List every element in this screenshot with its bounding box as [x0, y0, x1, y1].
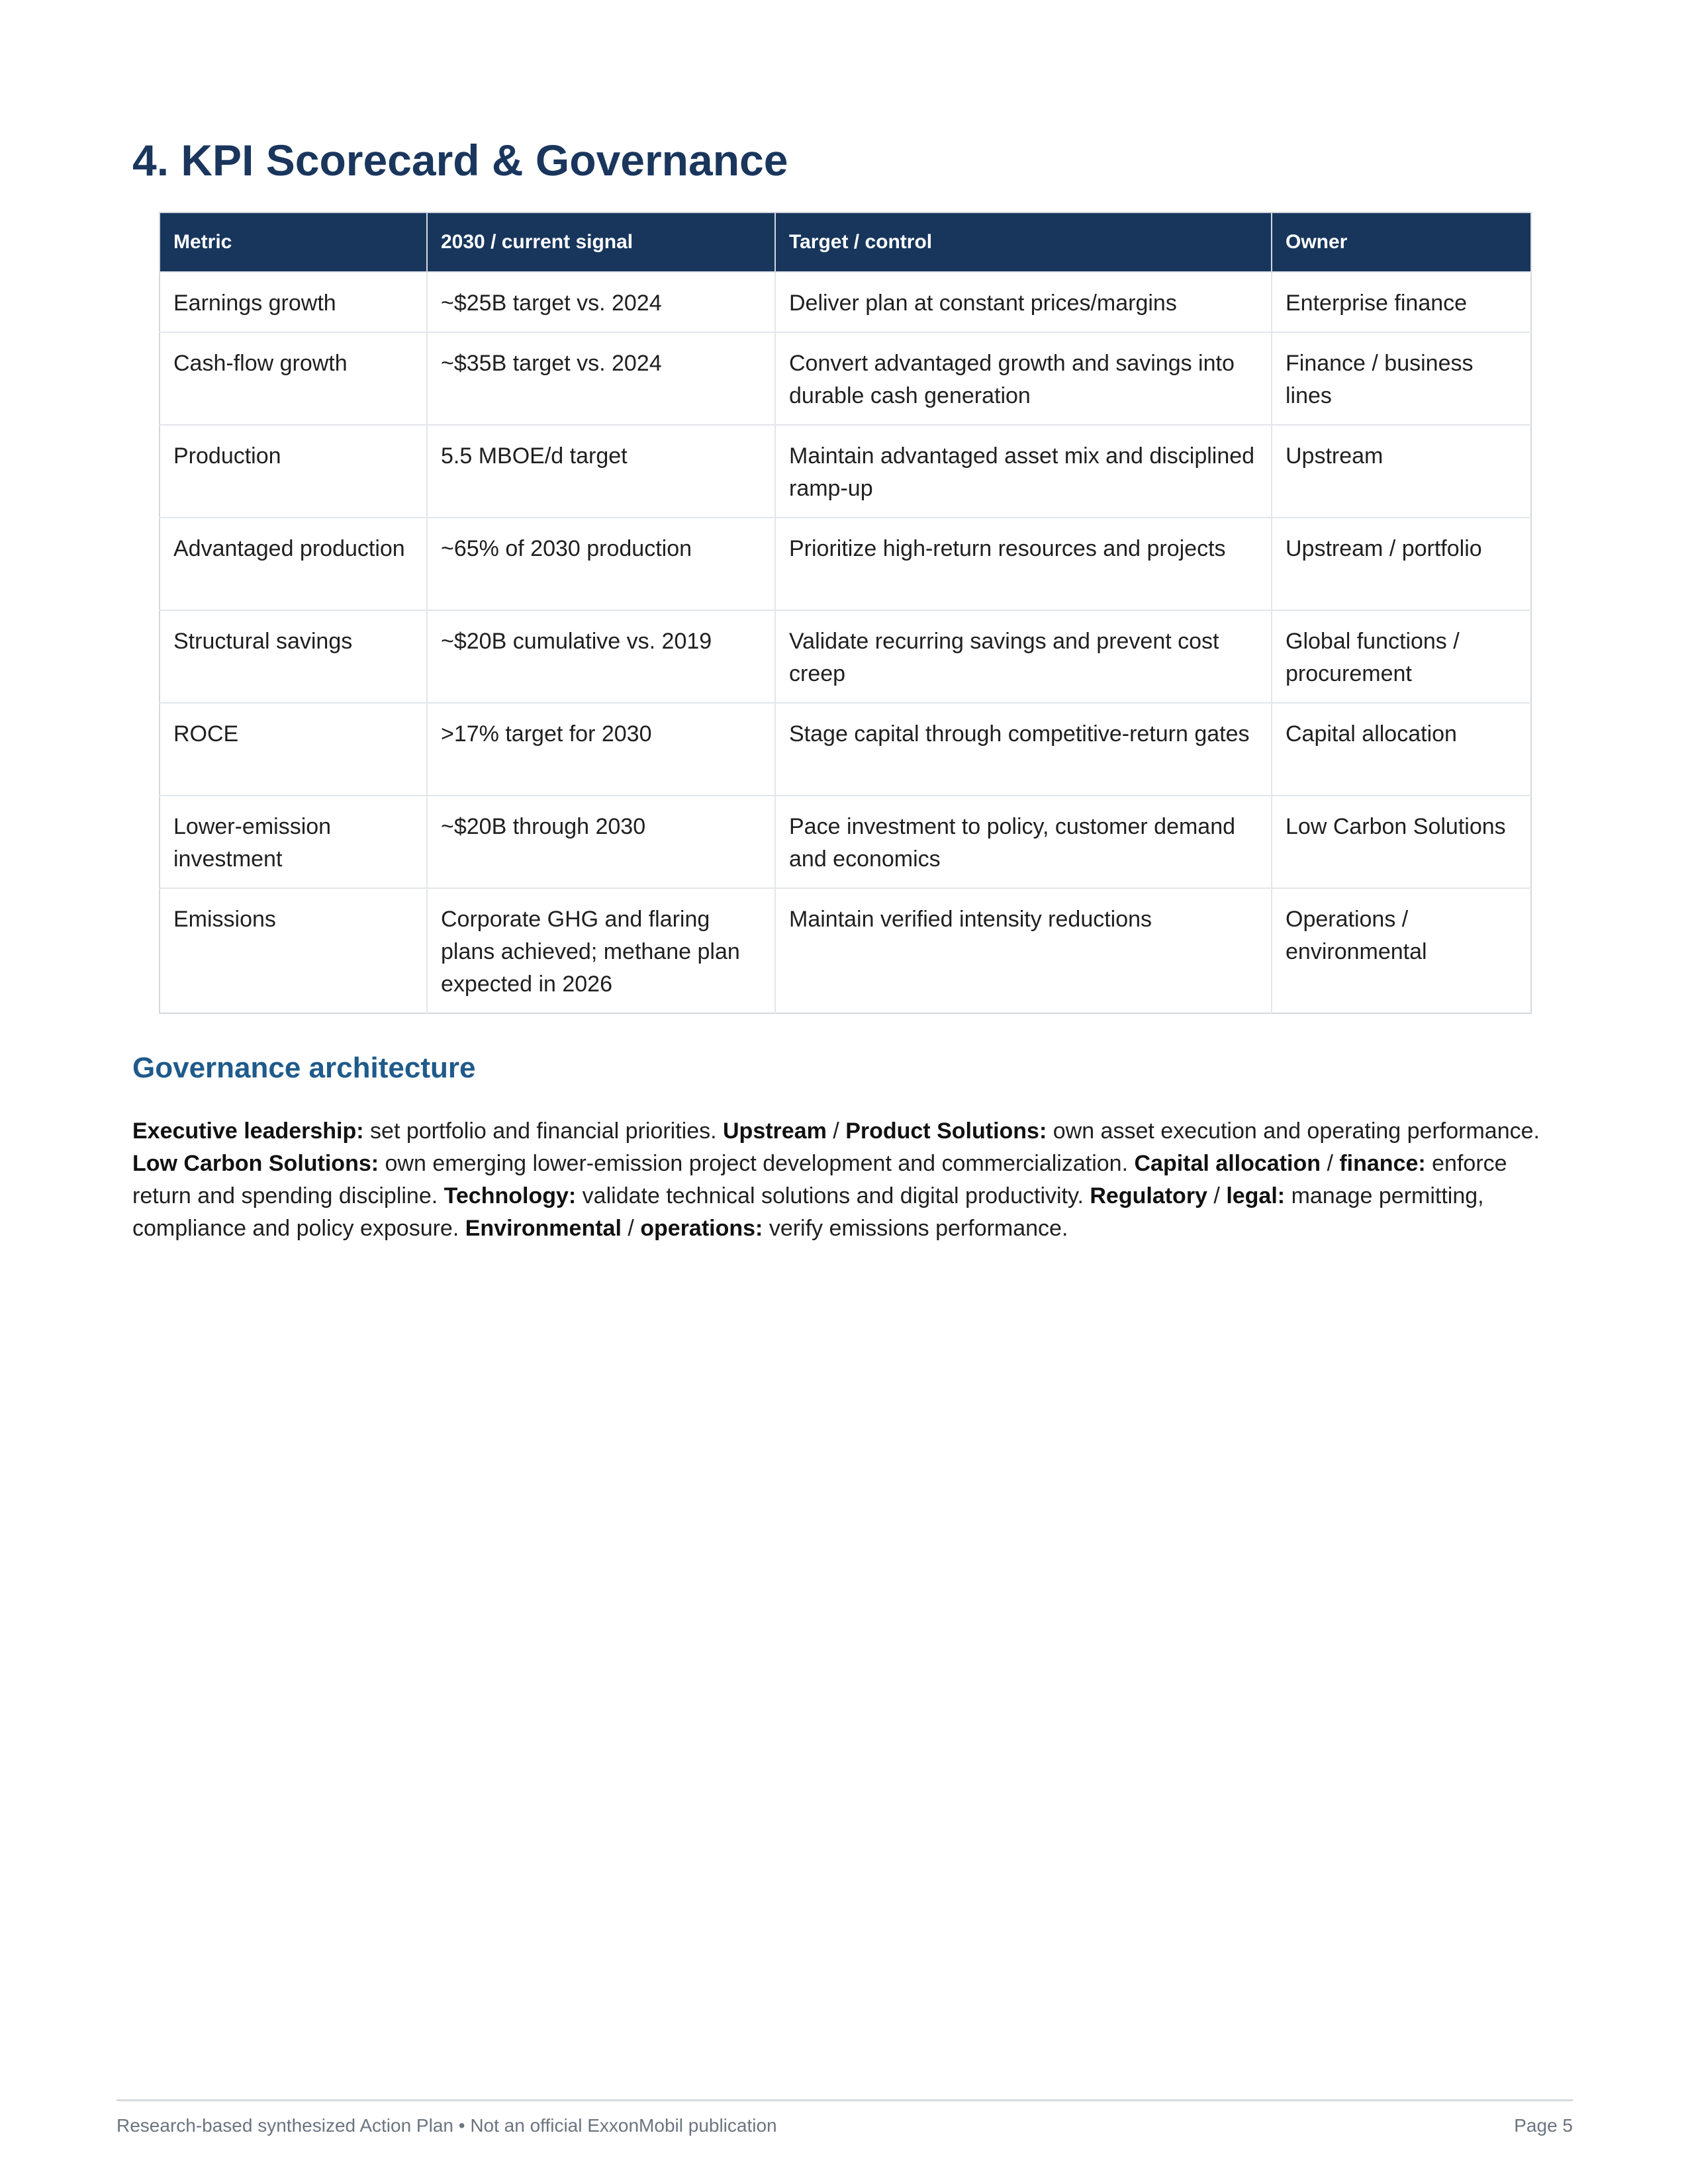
governance-section-title: Governance architecture [132, 1052, 476, 1084]
role-separator: / [1207, 1183, 1227, 1208]
role-label: Upstream [723, 1118, 827, 1144]
role-label: Environmental [465, 1216, 622, 1241]
role-description: set portfolio and financial priorities. [363, 1118, 723, 1144]
role-separator: / [621, 1216, 641, 1241]
cell-target: Validate recurring savings and prevent cost creep [775, 610, 1272, 703]
table-row [160, 796, 1531, 888]
page-title: 4. KPI Scorecard & Governance [132, 136, 788, 185]
table-header-row [160, 212, 1531, 272]
cell-signal: 5.5 MBOE/d target [427, 425, 775, 518]
cell-metric: Lower-emission investment [160, 796, 427, 888]
cell-owner: Operations / environmental [1272, 888, 1531, 1013]
cell-signal: ~$20B through 2030 [427, 796, 775, 888]
footer-divider [117, 2099, 1573, 2101]
role-separator: / [826, 1118, 846, 1144]
cell-owner: Upstream [1272, 425, 1531, 518]
cell-signal: >17% target for 2030 [427, 703, 775, 796]
header-signal: 2030 / current signal [427, 212, 775, 272]
table-row [160, 425, 1531, 518]
header-owner: Owner [1272, 212, 1531, 272]
role-description: enforce return and spending discipline. [132, 1151, 1507, 1208]
header-metric: Metric [160, 212, 427, 272]
footer-disclaimer: Research-based synthesized Action Plan • Not an official ExxonMobil publication [117, 2115, 777, 2136]
table-row [160, 272, 1531, 332]
cell-owner: Low Carbon Solutions [1272, 796, 1531, 888]
cell-owner: Global functions / procurement [1272, 610, 1531, 703]
header-target: Target / control [775, 212, 1272, 272]
role-description: own emerging lower-emission project development and commercialization. [379, 1151, 1135, 1176]
role-description: manage permitting, compliance and policy exposure. [132, 1183, 1484, 1241]
cell-target: Stage capital through competitive-return gates [775, 703, 1272, 796]
cell-signal: ~$20B cumulative vs. 2019 [427, 610, 775, 703]
role-description: verify emissions performance. [763, 1216, 1068, 1241]
cell-target: Convert advantaged growth and savings into durable cash generation [775, 332, 1272, 425]
cell-target: Maintain advantaged asset mix and disciplined ramp-up [775, 425, 1272, 518]
cell-metric: ROCE [160, 703, 427, 796]
cell-owner: Capital allocation [1272, 703, 1531, 796]
table-row [160, 610, 1531, 703]
role-label: Low Carbon Solutions: [132, 1151, 379, 1176]
cell-target: Prioritize high-return resources and projects [775, 518, 1272, 610]
cell-signal: ~$35B target vs. 2024 [427, 332, 775, 425]
role-label: Capital allocation [1134, 1151, 1321, 1176]
role-label: Regulatory [1090, 1183, 1207, 1208]
cell-target: Maintain verified intensity reductions [775, 888, 1272, 1013]
role-label: finance: [1339, 1151, 1426, 1176]
cell-target: Deliver plan at constant prices/margins [775, 272, 1272, 332]
cell-metric: Advantaged production [160, 518, 427, 610]
table-row [160, 518, 1531, 610]
cell-metric: Cash-flow growth [160, 332, 427, 425]
page-number: Page 5 [1514, 2115, 1573, 2136]
table-row [160, 888, 1531, 1013]
role-description: own asset execution and operating performance. [1047, 1118, 1540, 1144]
cell-metric: Earnings growth [160, 272, 427, 332]
cell-owner: Finance / business lines [1272, 332, 1531, 425]
cell-signal: Corporate GHG and flaring plans achieved; methane plan expected in 2026 [427, 888, 775, 1013]
cell-signal: ~$25B target vs. 2024 [427, 272, 775, 332]
role-label: legal: [1226, 1183, 1286, 1208]
cell-metric: Structural savings [160, 610, 427, 703]
role-label: Executive leadership: [132, 1118, 364, 1144]
role-label: Technology: [444, 1183, 577, 1208]
cell-owner: Upstream / portfolio [1272, 518, 1531, 610]
governance-paragraph [132, 1115, 1549, 1245]
kpi-scorecard-table [159, 212, 1532, 1014]
role-separator: / [1321, 1151, 1340, 1176]
cell-owner: Enterprise finance [1272, 272, 1531, 332]
table-row [160, 332, 1531, 425]
role-label: operations: [640, 1216, 763, 1241]
cell-metric: Production [160, 425, 427, 518]
cell-target: Pace investment to policy, customer demand and economics [775, 796, 1272, 888]
cell-signal: ~65% of 2030 production [427, 518, 775, 610]
role-label: Product Solutions: [845, 1118, 1047, 1144]
table-row [160, 703, 1531, 796]
cell-metric: Emissions [160, 888, 427, 1013]
role-description: validate technical solutions and digital productivity. [576, 1183, 1090, 1208]
